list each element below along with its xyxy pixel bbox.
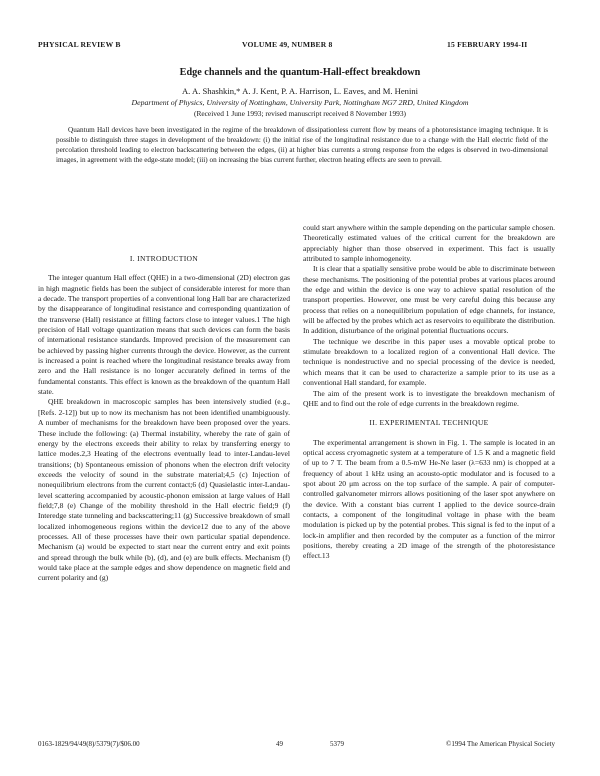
- issn-line: 0163-1829/94/49(8)/5379(7)/$06.00: [38, 740, 140, 748]
- copyright-notice: ©1994 The American Physical Society: [446, 740, 556, 748]
- right-column: [303, 223, 555, 562]
- paragraph: The experimental arrangement is shown in Fig. 1. The sample is located in an optical access cryomagnetic system at a temperature of 1.5 K and a magnetic field of up to 7 T. The beam from a 0.5-mW He-Ne laser (λ=633 nm) is chopped at a frequency of about 1 kHz using an acousto-optic modulator and is focused to a spot about 20 μm across on the top surface of the sample. A pair of computer-controlled galvanometer mirrors allows positioning of the laser spot anywhere on the device. With a constant bias current I applied to the device source-drain contacts, a component of the longitudinal voltage in phase with the beam modulation is picked up by the potential probes. This signal is fed to the input of a lock-in amplifier and then recorded by the computer as a function of the mirror positions, thereby creating a 2D image of the strength of the photoresistance effect.13: [303, 437, 555, 561]
- paragraph: could start anywhere within the sample depending on the particular sample chosen. Theoretically estimated values of the critical current for the breakdown are appreciably higher than those observed in experiment. This fact is usually attributed to sample inhomogeneity.: [303, 223, 555, 264]
- abstract: Quantum Hall devices have been investigated in the regime of the breakdown of dissipationless current flow by means of a photoresistance imaging technique. It is possible to distinguish three stages in development of the breakdown: (i) the initial rise of the longitudinal resistance due to a change with the Hall electric field of the percolation threshold leading to electron backscattering between the edges, (ii) at higher bias currents a strong response from the edges is observed in two-dimensional images, in agreement with the edge-state model; (iii) on increasing the bias current further, electron heating effects are seen to prevail.: [56, 126, 548, 164]
- issue-date: 15 FEBRUARY 1994-II: [447, 40, 528, 49]
- paragraph: The integer quantum Hall effect (QHE) in a two-dimensional (2D) electron gas in high magnetic fields has been the subject of considerable interest for more than a decade. The transport properties of a conventional long Hall bar are characterized by the disappearance of longitudinal resistance and corresponding quantization of the transverse (Hall) resistance at filling factors close to integer values.1 The high precision of Hall voltage quantization means that such devices can form the basis of international resistance standards. Improved precision of the measurement can be achieved by passing higher currents through the device. However, as the current is increased a point is reached where the longitudinal resistance breaks away from zero and the Hall resistance is no longer accurately defined in terms of the fundamental constants. This effect is known as the breakdown of the quantum Hall state.: [38, 273, 290, 397]
- paragraph: The aim of the present work is to investigate the breakdown mechanism of QHE and to find out the role of edge currents in the breakdown regime.: [303, 388, 555, 408]
- section-heading-introduction: I. INTRODUCTION: [129, 254, 199, 263]
- left-column: [38, 254, 290, 584]
- author-list: A. A. Shashkin,* A. J. Kent, P. A. Harrison, L. Eaves, and M. Henini: [181, 86, 419, 96]
- paragraph: QHE breakdown in macroscopic samples has been intensively studied (e.g., [Refs. 2-12]) but up to now its mechanism has not been identified unambiguously. A number of mechanisms for the breakdown have been proposed over the years. These include the following: (a) Thermal instability, whereby the rate of gain of energy by the electrons exceeds their ability to relax by transferring energy to lattice modes.2,3 Heating of the electrons eventually lead to inter-Landau-level transitions; (b) Spontaneous emission of phonons when the electron drift velocity exceeds the velocity of sound in the substrate material;4,5 (c) Injection of nonequilibrium electrons from the current contact;6 (d) Quasielastic inter-Landau-level scattering accompanied by acoustic-phonon emission at large values of Hall field;7,8 (e) Change of the mobility threshold in the Hall electric field;9 (f) Interedge state tunneling and backscattering;11 (g) Successive breakdown of small localized inhomogeneous regions within the device12 due to any of the above processes. All of these processes have their own particular spatial dependence. Mechanism (a) would be expected to start near the current entry and exit points and spread through the bulk while (b), (d), and (e) are bulk effects. Mechanism (f) would take place at the sample edges and show dependence on magnetic field and current polarity and (g): [38, 397, 290, 583]
- paragraph: It is clear that a spatially sensitive probe would be able to discriminate between these mechanisms. The positioning of the potential probes at various places around the edge and within the device is one way to achieve spatial resolution of the transport properties. However, one must be very careful doing this because any process that relies on a nonequilibrium population of edge channels, for instance, will be affected by the probes which act as reservoirs to equilibrate the distribution. In addition, disturbance of the original potential fluctuations occurs.: [303, 264, 555, 336]
- journal-name: PHYSICAL REVIEW B: [38, 40, 121, 49]
- footer-volume: 49: [276, 740, 283, 748]
- paragraph: The technique we describe in this paper uses a movable optical probe to stimulate breakdown to a localized region of a conventional Hall device. The technique is nondestructive and no special processing of the device is needed, which means that it can be used to characterize a sample prior to its use as a conventional Hall standard, for example.: [303, 336, 555, 388]
- article-title: Edge channels and the quantum-Hall-effect breakdown: [179, 67, 421, 78]
- received-dates: (Received 1 June 1993; revised manuscript received 8 November 1993): [193, 109, 406, 118]
- page-number: 5379: [330, 740, 344, 748]
- section-heading-experimental: II. EXPERIMENTAL TECHNIQUE: [369, 418, 489, 428]
- volume-number: VOLUME 49, NUMBER 8: [242, 40, 333, 49]
- affiliation: Department of Physics, University of Nottingham, University Park, Nottingham NG7 2RD, United Kingdom: [131, 98, 469, 107]
